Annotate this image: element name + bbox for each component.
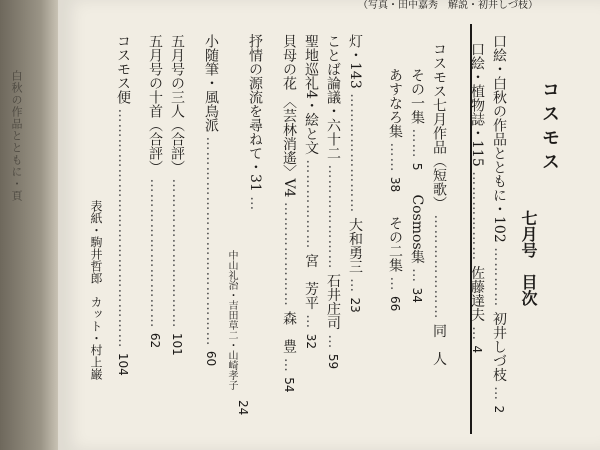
magazine-title: コスモス bbox=[539, 80, 560, 176]
toc-entry-frontispiece-1: 口絵・白秋の作品とともに・102 ………… 初井しづ枝 … 2 bbox=[491, 34, 507, 414]
header-strip bbox=[358, 0, 600, 12]
toc-entry-baimo: 貝母の花 〈芸林消遙〉V4 ………………… 森 豊 … 54 bbox=[281, 34, 297, 393]
toc-entry-kotoba: ことば論議・六十二 ………………… 石井庄司 … 59 bbox=[325, 34, 341, 370]
toc-entry-jojo-authors: 中山礼治・吉田草二・山崎孝子 bbox=[226, 250, 237, 390]
toc-entry-july-works: コスモス七月作品（短歌） ………………… 同 人 bbox=[431, 42, 447, 366]
toc-entry-cosmos-bin: コスモス便 ………………………………………… 104 bbox=[115, 34, 131, 376]
toc-entry-jojo: 抒情の源流を尋ねて・31 … bbox=[247, 34, 263, 212]
toc-entry-sono-ichi: その一集 …… 5 Cosmos集 … 34 bbox=[409, 68, 425, 303]
toc-entry-seichi: 聖地巡礼4・絵と文 ……………… 宮 芳平 … 32 bbox=[303, 34, 319, 350]
issue-label: 七月号 目次 bbox=[519, 210, 538, 306]
toc-entry-asunaro: あすなろ集 …… 38 その二集 … 66 bbox=[387, 68, 403, 312]
toc-entry-jojo-page: 24 bbox=[236, 400, 250, 416]
book-gutter bbox=[0, 0, 58, 450]
toc-entry-zuihitsu: 小随筆・風鳥派 …………………………………… 60 bbox=[203, 34, 219, 367]
credits: 表紙・駒井哲郎 カット・村上巌 bbox=[89, 200, 103, 380]
spine-text: 白秋の作品とともに・頁 bbox=[10, 70, 23, 202]
toc-entry-frontispiece-2: 口絵・植物誌・115 ……………… 佐藤達夫 … 4 bbox=[469, 42, 485, 354]
toc-entry-jusshu: 五月号の十首（合評） ………………………… 62 bbox=[147, 34, 163, 349]
header-strip-text: （写真・田中嘉秀 解説・初井しづ枝） bbox=[358, 0, 538, 11]
toc-entry-sannin: 五月号の三人（合評） ………………………… 101 bbox=[169, 34, 185, 356]
toc-entry-tomoshibi: 灯・143 …………………… 大和勇三 … 23 bbox=[347, 34, 363, 313]
